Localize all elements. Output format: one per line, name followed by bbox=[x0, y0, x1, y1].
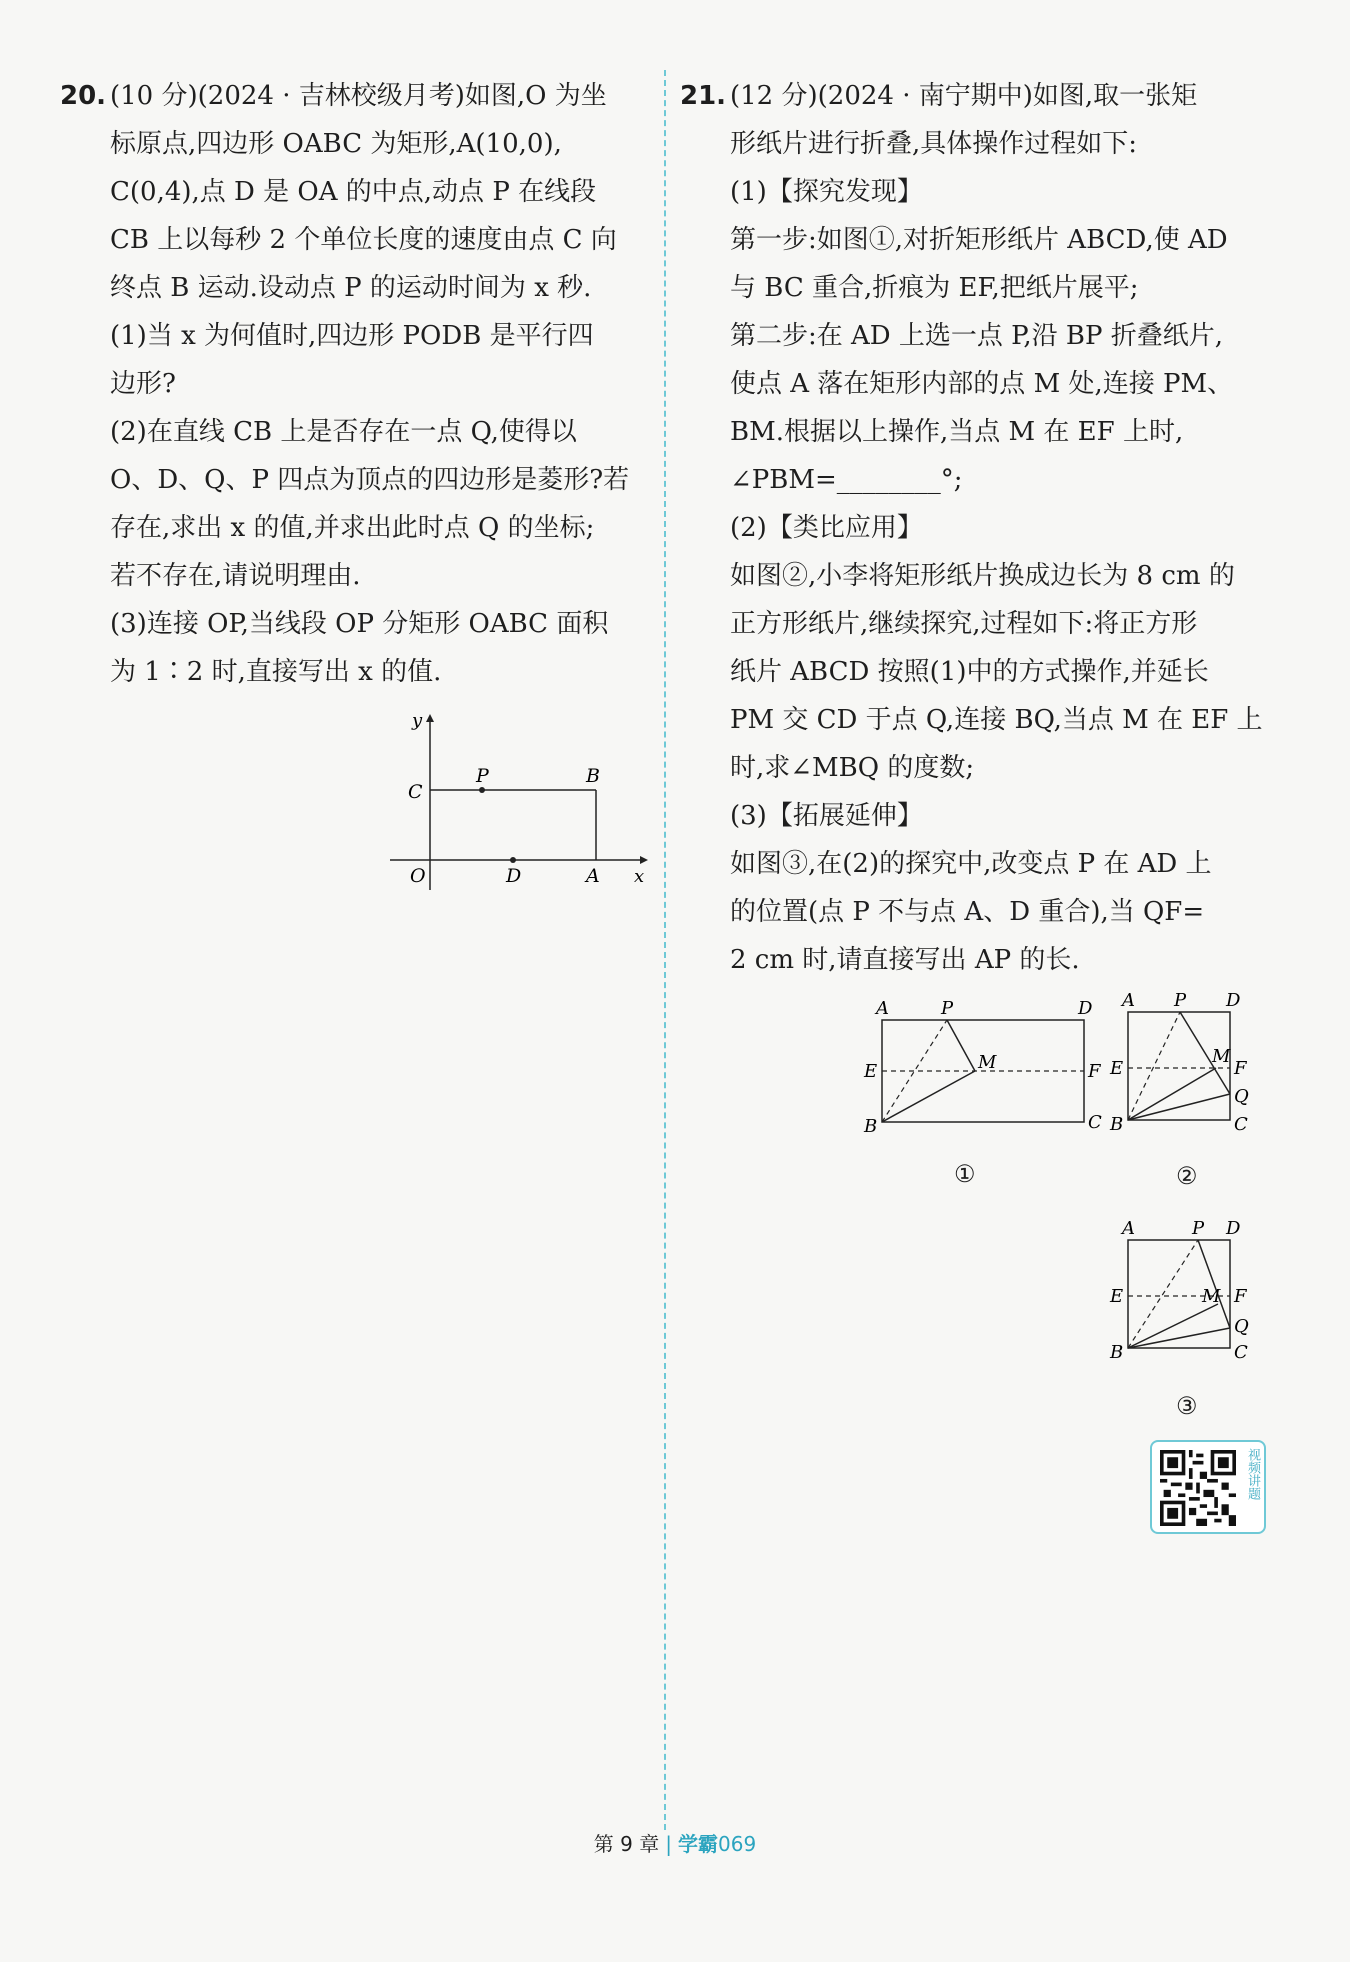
label-m: M bbox=[1212, 1046, 1231, 1067]
q21-part1-title: (1)【探究发现】 bbox=[730, 177, 923, 207]
label-m: M bbox=[978, 1052, 997, 1073]
q20-part1: 边形? bbox=[110, 369, 176, 399]
q20-part2: 存在,求出 x 的值,并求出此时点 Q 的坐标; bbox=[110, 513, 595, 543]
label-p: P bbox=[1192, 1218, 1205, 1239]
segment-bm bbox=[882, 1071, 975, 1122]
q21-part1: 使点 A 落在矩形内部的点 M 处,连接 PM、 bbox=[730, 369, 1234, 399]
segment-pm bbox=[947, 1020, 975, 1071]
label-d: D bbox=[506, 865, 522, 887]
footer-separator: | bbox=[665, 1832, 672, 1856]
q21-part1: BM.根据以上操作,当点 M 在 EF 上时, bbox=[730, 417, 1184, 447]
x-axis-arrow-icon bbox=[640, 856, 648, 864]
q21-part1: ∠PBM=________°; bbox=[730, 465, 963, 495]
label-e: E bbox=[1110, 1286, 1124, 1307]
label-c: C bbox=[1088, 1112, 1102, 1133]
label-q: Q bbox=[1234, 1086, 1249, 1107]
q20-line: CB 上以每秒 2 个单位长度的速度由点 C 向 bbox=[110, 225, 617, 255]
q20-part3: 为 1∶2 时,直接写出 x 的值. bbox=[110, 657, 442, 687]
page-footer bbox=[0, 1828, 1350, 1857]
q21-line: 形纸片进行折叠,具体操作过程如下: bbox=[730, 129, 1138, 159]
q20-part1: (1)当 x 为何值时,四边形 PODB 是平行四 bbox=[110, 321, 594, 351]
point-p bbox=[479, 787, 485, 793]
dashed-bp bbox=[1128, 1240, 1198, 1348]
figure-1-caption: ① bbox=[954, 1160, 976, 1188]
q20-part2: O、D、Q、P 四点为顶点的四边形是菱形?若 bbox=[110, 465, 630, 495]
label-a: A bbox=[876, 998, 889, 1019]
label-e: E bbox=[864, 1061, 878, 1082]
video-qr-card[interactable] bbox=[1150, 1440, 1266, 1534]
label-d: D bbox=[1226, 990, 1241, 1011]
q20-part3: (3)连接 OP,当线段 OP 分矩形 OABC 面积 bbox=[110, 609, 609, 639]
label-b: B bbox=[586, 765, 600, 787]
q21-header: (12 分)(2024 · 南宁期中)如图,取一张矩 bbox=[730, 81, 1198, 111]
label-c: C bbox=[1234, 1114, 1248, 1135]
q20-part2: (2)在直线 CB 上是否存在一点 Q,使得以 bbox=[110, 417, 577, 447]
label-p: P bbox=[1174, 990, 1187, 1011]
column-divider bbox=[664, 70, 666, 1830]
q20-header: (10 分)(2024 · 吉林校级月考)如图,O 为坐 bbox=[110, 81, 607, 111]
q21-part3: 2 cm 时,请直接写出 AP 的长. bbox=[730, 945, 1080, 975]
page-number: 069 bbox=[718, 1832, 757, 1856]
question-20 bbox=[60, 72, 652, 696]
q20-figure-svg bbox=[390, 710, 650, 900]
q21-part1: 第一步:如图①,对折矩形纸片 ABCD,使 AD bbox=[730, 225, 1228, 255]
segment-bm bbox=[1128, 1068, 1216, 1120]
q20-number: 20. bbox=[60, 81, 107, 111]
q21-body bbox=[680, 120, 1270, 984]
q21-part2: 正方形纸片,继续探究,过程如下:将正方形 bbox=[730, 609, 1198, 639]
q21-figure-1 bbox=[862, 998, 1102, 1138]
q21-figure-2 bbox=[1108, 990, 1268, 1140]
question-21 bbox=[680, 72, 1270, 984]
q21-part3: 如图③,在(2)的探究中,改变点 P 在 AD 上 bbox=[730, 849, 1212, 879]
label-a: A bbox=[1122, 1218, 1135, 1239]
q21-figure-3 bbox=[1106, 1218, 1266, 1368]
label-f: F bbox=[1088, 1061, 1101, 1082]
segment-pq bbox=[1198, 1240, 1230, 1328]
figure-3-caption: ③ bbox=[1176, 1392, 1198, 1420]
label-a: A bbox=[586, 865, 600, 887]
qr-code-icon bbox=[1160, 1450, 1236, 1526]
label-d: D bbox=[1078, 998, 1093, 1019]
label-b: B bbox=[864, 1116, 878, 1137]
q21-part1: 与 BC 重合,折痕为 EF,把纸片展平; bbox=[730, 273, 1139, 303]
label-b: B bbox=[1110, 1114, 1124, 1135]
label-b: B bbox=[1110, 1342, 1124, 1363]
label-f: F bbox=[1234, 1058, 1247, 1079]
label-a: A bbox=[1122, 990, 1135, 1011]
label-m: M bbox=[1202, 1286, 1221, 1307]
q21-part2-title: (2)【类比应用】 bbox=[730, 513, 923, 543]
q20-figure bbox=[390, 710, 650, 900]
figure-2-caption: ② bbox=[1176, 1162, 1198, 1190]
label-y: y bbox=[412, 710, 423, 731]
label-f: F bbox=[1234, 1286, 1247, 1307]
y-axis-arrow-icon bbox=[426, 714, 434, 722]
label-q: Q bbox=[1234, 1316, 1249, 1337]
q20-line: 终点 B 运动.设动点 P 的运动时间为 x 秒. bbox=[110, 273, 592, 303]
footer-brand: 学霸 bbox=[678, 1832, 718, 1856]
q21-part2: 如图②,小李将矩形纸片换成边长为 8 cm 的 bbox=[730, 561, 1235, 591]
label-e: E bbox=[1110, 1058, 1124, 1079]
footer-chapter: 第 9 章 bbox=[593, 1832, 660, 1856]
label-d: D bbox=[1226, 1218, 1241, 1239]
q20-header-row bbox=[60, 72, 652, 120]
label-c: C bbox=[408, 781, 423, 803]
label-p: P bbox=[941, 998, 954, 1019]
segment-bm bbox=[1128, 1304, 1218, 1348]
q21-part3-title: (3)【拓展延伸】 bbox=[730, 801, 923, 831]
q21-part3: 的位置(点 P 不与点 A、D 重合),当 QF= bbox=[730, 897, 1205, 927]
q21-number: 21. bbox=[680, 81, 727, 111]
q21-part2: PM 交 CD 于点 Q,连接 BQ,当点 M 在 EF 上 bbox=[730, 705, 1263, 735]
q21-part1: 第二步:在 AD 上选一点 P,沿 BP 折叠纸片, bbox=[730, 321, 1224, 351]
q20-part2: 若不存在,请说明理由. bbox=[110, 561, 361, 591]
segment-bq bbox=[1128, 1328, 1230, 1348]
label-x: x bbox=[634, 866, 645, 887]
qr-label: 视频讲题 bbox=[1245, 1448, 1260, 1500]
label-p: P bbox=[476, 765, 489, 787]
q20-line: 标原点,四边形 OABC 为矩形,A(10,0), bbox=[110, 129, 562, 159]
point-d bbox=[510, 857, 516, 863]
q21-part2: 纸片 ABCD 按照(1)中的方式操作,并延长 bbox=[730, 657, 1209, 687]
q21-part2: 时,求∠MBQ 的度数; bbox=[730, 753, 975, 783]
q21-header-row bbox=[680, 72, 1270, 120]
q20-body bbox=[60, 120, 652, 696]
q20-line: C(0,4),点 D 是 OA 的中点,动点 P 在线段 bbox=[110, 177, 597, 207]
label-o: O bbox=[410, 865, 426, 887]
segment-bq bbox=[1128, 1094, 1230, 1120]
label-c: C bbox=[1234, 1342, 1248, 1363]
